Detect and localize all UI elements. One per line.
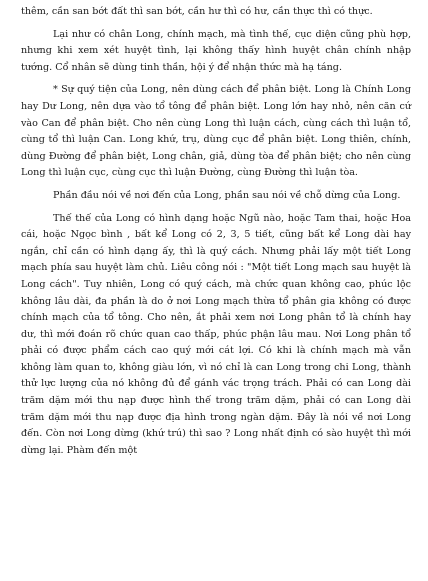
paragraph-noi-den-noi-dung: Phần đầu nói về nơi đến của Long, phần sau nói về chỗ dừng của Long. <box>53 189 401 201</box>
paragraph-the-the-cua-long: Thế thế của Long có hình dạng hoặc Ngũ nào, hoặc Tam thai, hoặc Hoa cái, hoặc Ngọc bình , bất kể Long có 2, 3, 5 tiết, cũng bất kể Long dài hay ngắn, chỉ cần có hình dạng ấy, thì là quý cách. Nhưng phải lấy một tiết Long mạch phía sau huyệt làm chủ. Liêu công nói : "Một tiết Long mạch sau huyệt là Long cách". Tuy nhiên, Long có quý cách, mà chức quan không cao, phúc lộc không lâu dài, đa phần là do ở nơi Long mạch thừa tổ phân gia không có được chính mạch của tổ tông. Cho nên, ắt phải xem nơi Long phân tổ là chính hay dư, thì mới đoán rõ chức quan cao thấp, phúc phận lâu mau. Nơi Long phân tổ phải có được phẩm cách cao quý mới cát lợi. Có khi là chính mạch mà vẫn không làm quan to, không giàu lớn, vì nó chỉ là can Long trong chi Long, thành thử lực lượng của nó không đủ để gánh vác trọng trách. Phải có can Long dài trăm dặm mới thu nạp được hình thế trong trăm dặm, phải có can Long dài trăm dặm mới thu nạp được địa hình trong ngàn dặm. Đây là nói về nơi Long đến. Còn nơi Long dừng (khứ trú) thì sao ? Long nhất định có sào huyệt thì mới dừng lại. Phàm đến một <box>21 212 411 456</box>
paragraph-continuation: thêm, cần san bớt đất thì san bớt, cần hư thì có hư, cần thực thì có thực. <box>21 6 373 17</box>
paragraph-chan-long: Lại như có chân Long, chính mạch, mà tình thế, cục diện cũng phù hợp, nhưng khi xem xét huyệt tình, lại không thấy hình huyệt chân chính nhập tướng. Cổ nhân sẽ dùng tinh thần, hội ý để nhận thức mà hạ táng. <box>21 28 411 73</box>
paragraph-note-quy-tien: * Sự quý tiện của Long, nên dùng cách để phân biệt. Long là Chính Long hay Dư Long, nên dựa vào tổ tông để phân biệt. Long lớn hay nhỏ, nên căn cứ vào Can để phân biệt. Cho nên cùng Long thì luận cách, cùng cách thì luận tổ, cùng tổ thì luận Can. Long khứ, trụ, dùng cục để phân biệt. Long thiên, chính, dùng Đường để phân biệt, Long chân, giả, dùng tòa để phân biệt; cho nên cùng Long thì luận cục, cùng cục thì luận Đường, cùng Đường thì luận tòa. <box>21 84 411 179</box>
